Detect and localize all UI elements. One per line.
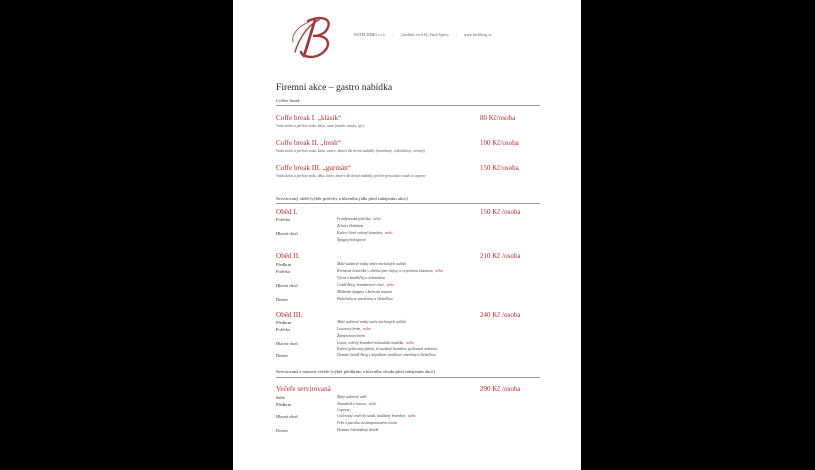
dish-text: Zelná s klobásou bbox=[337, 224, 364, 228]
or-label: nebo bbox=[386, 283, 395, 287]
menu-row bbox=[276, 262, 566, 268]
menu-row bbox=[276, 269, 566, 275]
dish-name bbox=[337, 414, 416, 418]
dish-text: Kuřecí řízek vařený brambor, bbox=[337, 231, 383, 235]
course-name: Polévka bbox=[276, 269, 291, 274]
course-name: Hlavní chod bbox=[276, 231, 298, 236]
dish-name bbox=[337, 217, 381, 221]
dish-name bbox=[337, 402, 376, 406]
or-label: nebo bbox=[363, 327, 371, 331]
menu-row bbox=[276, 224, 566, 230]
dish-text: Lososový krém, bbox=[337, 327, 362, 331]
dish-name bbox=[337, 347, 439, 351]
section-label-dinner: Servírovaná a rautová večeře (výběr předkrmu a hlavního chodu před zahájením akce) bbox=[276, 369, 435, 374]
dish-name bbox=[337, 327, 371, 331]
course-name: Předkrm bbox=[276, 262, 292, 267]
dish-text: Špagety bolognese bbox=[337, 238, 367, 242]
dish-text: Malé salátové mísky směs míchaných salátů bbox=[337, 262, 406, 266]
dish-text: Malé salátové mísky směs míchaných salátů bbox=[337, 320, 406, 324]
coffee-item-price: 100 Kč/osoba bbox=[480, 139, 519, 147]
course-name: Polévka bbox=[276, 327, 291, 332]
menu-row bbox=[276, 334, 566, 340]
dish-text: Krémová česnečka s chlebovými chipsy a vejcelmou slaninou, bbox=[337, 269, 434, 273]
dish-text: Guláš Berg, bramborové rösti, bbox=[337, 283, 385, 287]
dish-name bbox=[337, 231, 392, 235]
dish-name bbox=[337, 238, 368, 242]
coffee-item-title: Coffe break III. „gurmán“ bbox=[276, 164, 351, 172]
dish-text: Palačinka se zmrzlinou a šlehačkou bbox=[337, 297, 393, 301]
coffee-item-price: 150 Kč/osoba bbox=[480, 164, 519, 172]
dish-name bbox=[337, 395, 369, 399]
or-label: nebo bbox=[406, 341, 414, 345]
dish-text: Milánské špagety s kuřecím masem bbox=[337, 290, 392, 294]
coffee-item-description: Voda stolní a perlivá voda, džus, káva, dezert dle denní nabídky, pečivo prosciutto crudo a caprese bbox=[276, 174, 426, 178]
coffee-item-title: Coffe break I. „klasik“ bbox=[276, 114, 342, 122]
lunch-price: 210 Kč /osoba bbox=[480, 252, 521, 260]
menu-row bbox=[276, 414, 566, 420]
menu-row bbox=[276, 395, 566, 401]
coffee-item-description: Voda stolní a perlivá voda, káva, ovoce, dezert dle denní nabídky (tvarohový, čokoládový, ovocný) bbox=[276, 149, 426, 153]
menu-row bbox=[276, 283, 566, 289]
menu-row bbox=[276, 217, 566, 223]
or-label: nebo bbox=[373, 217, 381, 221]
course-name: Hlavní chod bbox=[276, 341, 298, 346]
menu-row bbox=[276, 353, 566, 359]
section-rule bbox=[276, 203, 540, 204]
coffee-item-title: Coffe break II. „fresh“ bbox=[276, 139, 341, 147]
lunch-price: 150 Kč /osoba bbox=[480, 208, 521, 216]
company-web: www.hotelberg.cz bbox=[463, 33, 492, 37]
dinner-price: 290 Kč /osoba bbox=[480, 385, 521, 393]
dish-name bbox=[337, 262, 408, 266]
menu-row bbox=[276, 297, 566, 303]
or-label: nebo bbox=[435, 269, 443, 273]
menu-row bbox=[276, 276, 566, 282]
dish-text: Frankfurtská polévka, bbox=[337, 217, 372, 221]
dish-name bbox=[337, 334, 367, 338]
hotel-logo bbox=[289, 12, 339, 62]
dish-name bbox=[337, 408, 352, 412]
dish-name bbox=[337, 297, 395, 301]
dish-name bbox=[337, 421, 399, 425]
divider: | bbox=[392, 33, 394, 37]
dish-text: Vývar s knedlíčky a zeleninkou bbox=[337, 276, 385, 280]
menu-row bbox=[276, 428, 566, 434]
lunch-price: 240 Kč /osoba bbox=[480, 311, 521, 319]
coffee-item-description: Voda stolní a perlivá voda, káva, mazí (máslo, šunka, sýr) bbox=[276, 124, 364, 128]
course-name: Salát bbox=[276, 395, 285, 400]
dish-name bbox=[337, 283, 394, 287]
dish-text: Filet z pstruhu na žampionovém risotu bbox=[337, 421, 397, 425]
section-label-lunch: Servírovaný oběd (výběr polévky a hlavního jídla před zahájením akce) bbox=[276, 196, 408, 201]
course-name: Hlavní chod bbox=[276, 283, 298, 288]
dish-name bbox=[337, 269, 443, 273]
menu-row bbox=[276, 327, 566, 333]
course-name: Dezert bbox=[276, 297, 288, 302]
or-label: nebo bbox=[407, 414, 416, 418]
company-name: HOTEL BERG s.r.o. bbox=[354, 33, 386, 37]
dish-text: Losos, vařený brambor holandská omáčka, bbox=[337, 341, 405, 345]
or-label: nebo bbox=[384, 231, 393, 235]
course-name: Předkrm bbox=[276, 402, 292, 407]
dish-text: Malý salátový talíř bbox=[337, 395, 367, 399]
menu-document-page bbox=[233, 0, 581, 470]
dish-name bbox=[337, 224, 365, 228]
dish-text: Caprese bbox=[337, 408, 350, 412]
dish-name bbox=[337, 428, 380, 432]
course-name: Dezert bbox=[276, 353, 288, 358]
dinner-title: Večeře servírovaná bbox=[276, 385, 331, 393]
company-address: Lázeňský vrch 82, Stará Splavy bbox=[400, 33, 450, 37]
dish-text: Žampionový krém bbox=[337, 334, 365, 338]
dish-name bbox=[337, 290, 394, 294]
course-name: Předkrm bbox=[276, 320, 292, 325]
document-title: Firemní akce – gastro nabídka bbox=[276, 82, 393, 93]
menu-row bbox=[276, 231, 566, 237]
menu-row bbox=[276, 238, 566, 244]
letterhead bbox=[233, 0, 581, 70]
divider: | bbox=[456, 33, 457, 37]
lunch-title: Oběd III. bbox=[276, 311, 303, 319]
letterhead-contact bbox=[354, 33, 576, 37]
course-name: Polévka bbox=[276, 217, 291, 222]
menu-row bbox=[276, 421, 566, 427]
menu-row bbox=[276, 320, 566, 326]
course-name: Hlavní chod bbox=[276, 414, 298, 419]
coffee-item-price: 80 Kč/osoba bbox=[480, 114, 516, 122]
dish-text: Tataráček z lososa, bbox=[337, 402, 367, 406]
dish-name bbox=[337, 353, 438, 357]
dish-text: Grilovaný vepřový steak, mačkaný brambor, bbox=[337, 414, 406, 418]
section-rule bbox=[276, 377, 540, 378]
menu-row bbox=[276, 290, 566, 296]
section-rule bbox=[276, 105, 540, 106]
dish-text: Domácí čokoládový dortík bbox=[337, 428, 379, 432]
dish-text: Domácí štrúdl Berg s dopalkem vanilkové zmrzliny a šlehačkou bbox=[337, 353, 436, 357]
dish-name bbox=[337, 341, 414, 345]
or-label: nebo bbox=[368, 402, 377, 406]
lunch-title: Oběd II. bbox=[276, 252, 300, 260]
course-name: Dezert bbox=[276, 428, 288, 433]
dish-name bbox=[337, 276, 387, 280]
lunch-title: Oběd I. bbox=[276, 208, 298, 216]
section-label-coffee: Coffee break bbox=[276, 98, 300, 103]
dish-name bbox=[337, 320, 408, 324]
dish-text: Kuřecí grilovaný plátek, šťouchaný brambor, grilovaná zelenina bbox=[337, 347, 438, 351]
